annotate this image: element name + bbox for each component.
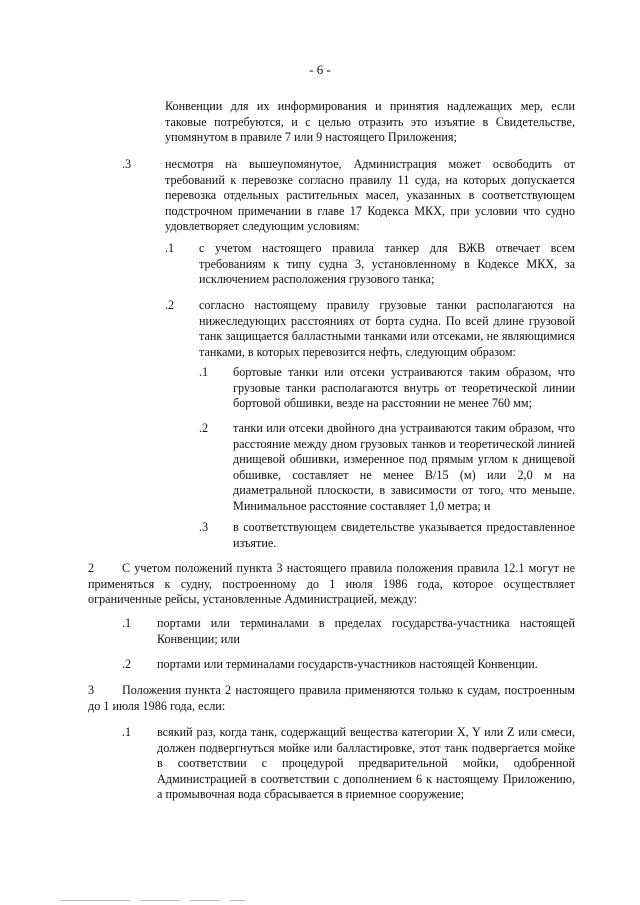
paragraph-2-label: 2 xyxy=(88,561,95,575)
page-number: - 6 - xyxy=(309,62,331,77)
item-3-1-label: .1 xyxy=(165,241,175,255)
item-3-2-text: согласно настоящему правилу грузовые танки располагаются на нижеследующих расстояниях от борта судна. По всей длине грузовой танк защищается балластными танками или отсеками, не являющимися танками, в которых перевозится нефть, следующим образом: xyxy=(199,298,575,359)
paragraph-2-item-2-label: .2 xyxy=(122,657,132,671)
item-3-2-1-text: бортовые танки или отсеки устраиваются таким образом, что грузовые танки располагаются внутрь от теоретической линии бортовой обшивки, везде на расстоянии не менее 760 мм; xyxy=(233,365,575,411)
item-3-2-3-text: в соответствующем свидетельстве указывается предоставленное изъятие. xyxy=(233,520,575,550)
item-3-2-label: .2 xyxy=(165,298,175,312)
paragraph-3-item-1-text: всякий раз, когда танк, содержащий вещества категории X, Y или Z или смеси, должен подвергнуться мойке или балластировке, этот танк подвергается мойке в соответствии с процедурой предварительной мойки, одобренной Администрацией в соответствии с дополнением 6 к настоящему Приложению, а промывочная вода сбрасывается в приемное сооружение; xyxy=(157,725,575,802)
paragraph-2-text: С учетом положений пункта 3 настоящего правила положения правила 12.1 могут не применяться к судну, построенному до 1 июля 1986 года, которое осуществляет ограниченные рейсы, установленные Администрацией, между: xyxy=(88,561,575,607)
continuation-paragraph: Конвенции для их информирования и принятия надлежащих мер, если таковые потребуются, и с целью отразить это изъятие в Свидетельстве, упомянутом в правиле 7 или 9 настоящего Приложения; xyxy=(165,99,575,145)
paragraph-2-item-2-text: портами или терминалами государств-участников настоящей Конвенции. xyxy=(157,657,538,671)
paragraph-3-label: 3 xyxy=(88,683,95,697)
item-3-2-2-label: .2 xyxy=(199,421,209,435)
paragraph-2-item-1-label: .1 xyxy=(122,616,132,630)
item-3-2-3-label: .3 xyxy=(199,520,209,534)
paragraph-3-item-1-label: .1 xyxy=(122,725,132,739)
paragraph-3-text: Положения пункта 2 настоящего правила применяются только к судам, построенным до 1 июля 1986 года, если: xyxy=(88,683,575,713)
page-bottom-edge xyxy=(0,894,640,905)
item-3-1-text: с учетом настоящего правила танкер для ВЖВ отвечает всем требованиям к типу судна 3, установленному в Кодексе МКХ, за исключением расположения грузового танка; xyxy=(199,241,575,287)
item-3-text: несмотря на вышеупомянутое, Администрация может освободить от требований к перевозке согласно правилу 11 суда, на которых допускается перевозка отдельных растительных масел, указанных в соответствующем подстрочном примечании в главе 17 Кодекса МКХ, при условии что судно удовлетворяет следующим условиям: xyxy=(165,157,575,234)
paragraph-2-item-1-text: портами или терминалами в пределах государства-участника настоящей Конвенции; или xyxy=(157,616,575,646)
item-3-label: .3 xyxy=(122,157,132,171)
item-3-2-2-text: танки или отсеки двойного дна устраиваются таким образом, что расстояние между дном грузовых танков и теоретической линией днищевой обшивки, измеренное под прямым углом к днищевой обшивке, составляет не менее B/15 (м) или 2,0 м на диаметральной плоскости, в зависимости от того, что меньше. Минимальное расстояние составляет 1,0 метра; и xyxy=(233,421,575,513)
item-3-2-1-label: .1 xyxy=(199,365,209,379)
